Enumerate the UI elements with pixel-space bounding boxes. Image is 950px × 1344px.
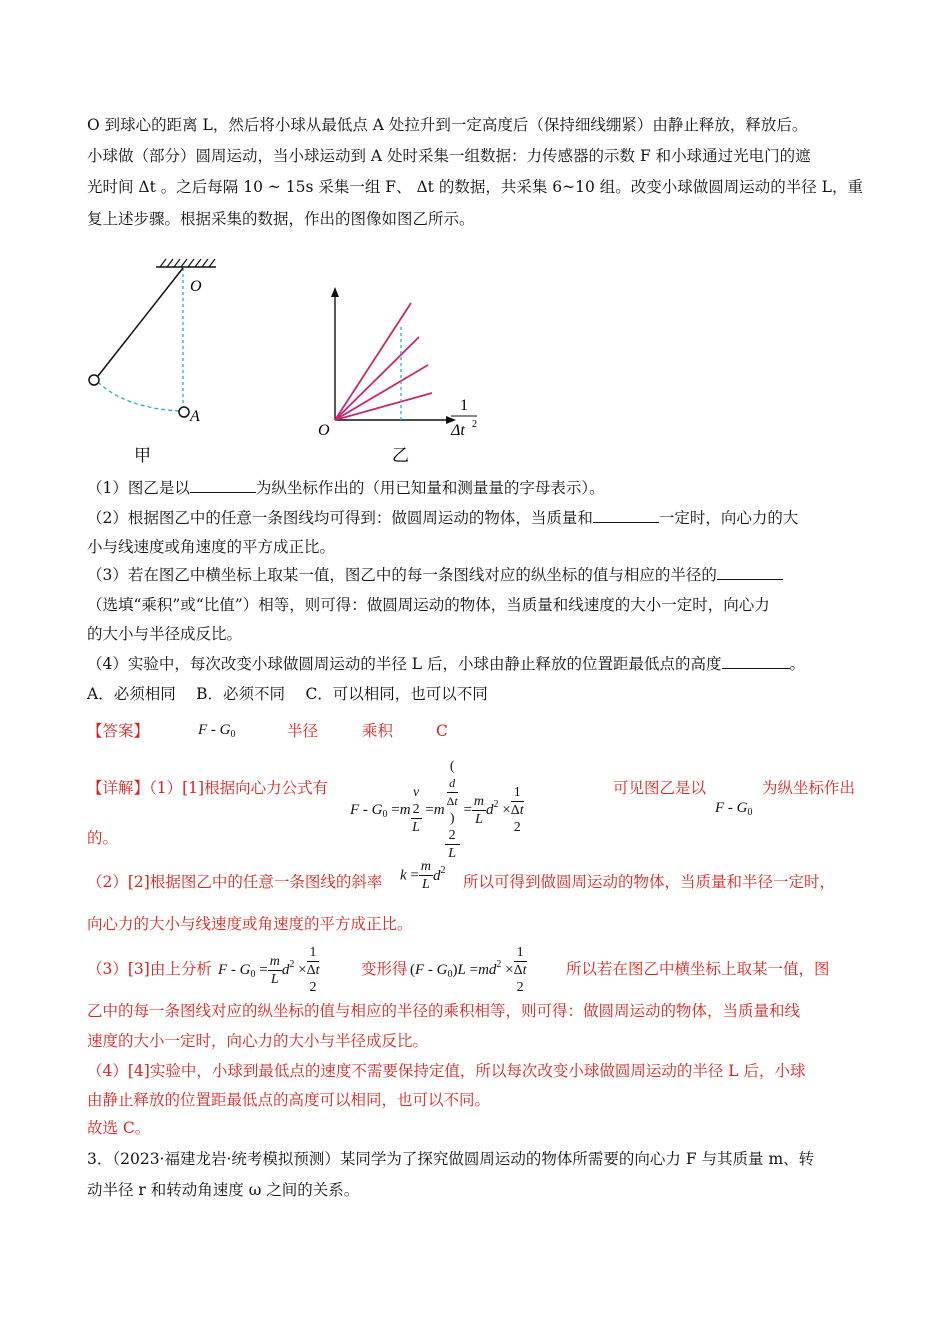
figure-yi-graph [310,285,500,470]
detail-1-text [87,776,328,800]
detail-3-c: 所以若在图乙中横坐标上取某一值，图 [566,960,830,978]
detail-2-c: 向心力的大小与线速度或角速度的平方成正比。 [87,915,413,933]
detail-1-b: 可见图乙是以 [613,779,707,797]
question-2-line-2: 小与线速度或角速度的平方成正比。 [87,538,336,556]
answer-1: F - $G_0$ [198,722,236,740]
figure-yi-x-numerator: 1 [460,397,468,414]
intro-line-4: 复上述步骤。根据采集的数据，作出的图像如图乙所示。 [87,210,475,228]
q2-blank[interactable] [593,508,659,523]
figure-jia-label-a: A [190,408,200,425]
figure-yi-caption: 乙 [392,446,409,466]
detail-1-a: （1）[1]根据向心力公式有 [149,779,329,797]
question-3-next-line-2: 动半径 r 和转动角速度 ω 之间的关系。 [87,1181,360,1199]
q1-blank[interactable] [190,478,256,493]
detail-tag: 【详解】 [87,779,150,797]
question-1 [87,476,605,500]
q4-text-a: （4）实验中，每次改变小球做圆周运动的半径 L 后，小球由静止释放的位置距最低点的高度 [87,655,722,673]
detail-4-b: 由静止释放的位置距最低点的高度可以相同，也可以不同。 [87,1091,491,1109]
answer-4: C [436,722,448,740]
answer-3: 乘积 [362,722,394,740]
figure-jia-label-o: O [190,278,202,295]
figure-yi-x-denominator: Δt [451,422,465,439]
q2-text-b: 一定时，向心力的大 [658,509,799,527]
question-2-line-1 [87,506,798,530]
formula-centripetal: $F - G_0 =m$ v 2 L =m ( d Δt ) 2 L = $\frac{m}{L}$ $d^2$ × 1 Δt 2 [350,759,524,861]
detail-3-e: 速度的大小一定时，向心力的大小与半径成反比。 [87,1032,429,1050]
q1-text-b: 为纵坐标作出的（用已知量和测量量的字母表示）。 [255,479,605,497]
q4-text-b: 。 [789,655,806,673]
detail-2-a: （2）[2]根据图乙中的任意一条图线的斜率 [87,873,383,891]
q2-text-a: （2）根据图乙中的任意一条图线均可得到：做圆周运动的物体，当质量和 [87,509,593,527]
q3-text-a: （3）若在图乙中横坐标上取某一值，图乙中的每一条图线对应的纵坐标的值与相应的半径的 [87,566,717,584]
intro-line-1: O 到球心的距离 L，然后将小球从最低点 A 处拉升到一定高度后（保持细线绷紧）由静止释放，释放后。 [87,116,808,134]
question-3-line-3: 的大小与半径成反比。 [87,625,243,643]
detail-3-b: 变形得 [361,960,408,978]
figure-yi-origin: O [318,422,330,439]
detail-2-b: 所以可得到做圆周运动的物体，当质量和半径一定时， [463,873,836,891]
question-3-next-line-1: 3．（2023·福建龙岩·统考模拟预测）某同学为了探究做圆周运动的物体所需要的向心力 F 与其质量 m、转 [87,1150,815,1168]
detail-1-formula: F - $G_0$ [715,800,753,818]
formula-slope: k = $\frac{m}{L}$ $d^2$ [400,859,446,892]
figure-jia-pendulum [80,258,230,468]
q3-blank[interactable] [717,565,783,580]
question-3-line-2: （选填“乘积”或“比值”）相等，则可得：做圆周运动的物体，当质量和线速度的大小一定时，向心力 [87,596,770,614]
q4-blank[interactable] [722,654,790,669]
intro-line-3: 光时间 Δt 。之后每隔 10 ~ 15s 采集一组 F、 Δt 的数据，共采集 6~10 组。改变小球做圆周运动的半径 L，重 [87,178,863,196]
intro-line-2: 小球做（部分）圆周运动，当小球运动到 A 处时采集一组数据：力传感器的示数 F 和小球通过光电门的遮 [87,147,811,165]
detail-1-c: 为纵坐标作出 [762,779,856,797]
formula-transform: $(F - G_0)L =md^2$ × 1 Δt 2 [410,945,527,995]
formula-analysis: F - $G_0$ = $\frac{m}{L}$ $d^2$ × 1 Δt 2 [218,945,320,995]
figure-jia-caption: 甲 [134,446,151,466]
figure-yi-x-den-sup: 2 [472,419,477,430]
q1-text-a: （1）图乙是以 [87,479,190,497]
answer-tag: 【答案】 [87,722,150,740]
question-4-options: A．必须相同 B．必须不同 C．可以相同，也可以不同 [87,685,488,703]
detail-3-a: （3）[3]由上分析 [87,960,212,978]
detail-4-c: 故选 C。 [87,1119,151,1137]
detail-3-d: 乙中的每一条图线对应的纵坐标的值与相应的半径的乘积相等，则可得：做圆周运动的物体，当质量和线 [87,1002,801,1020]
answer-2: 半径 [287,722,319,740]
detail-4-a: （4）[4]实验中，小球到最低点的速度不需要保持定值，所以每次改变小球做圆周运动的半径 L 后，小球 [87,1062,806,1080]
question-3-line-1 [87,563,783,587]
detail-1-d: 的。 [87,829,119,847]
question-4 [87,652,805,676]
